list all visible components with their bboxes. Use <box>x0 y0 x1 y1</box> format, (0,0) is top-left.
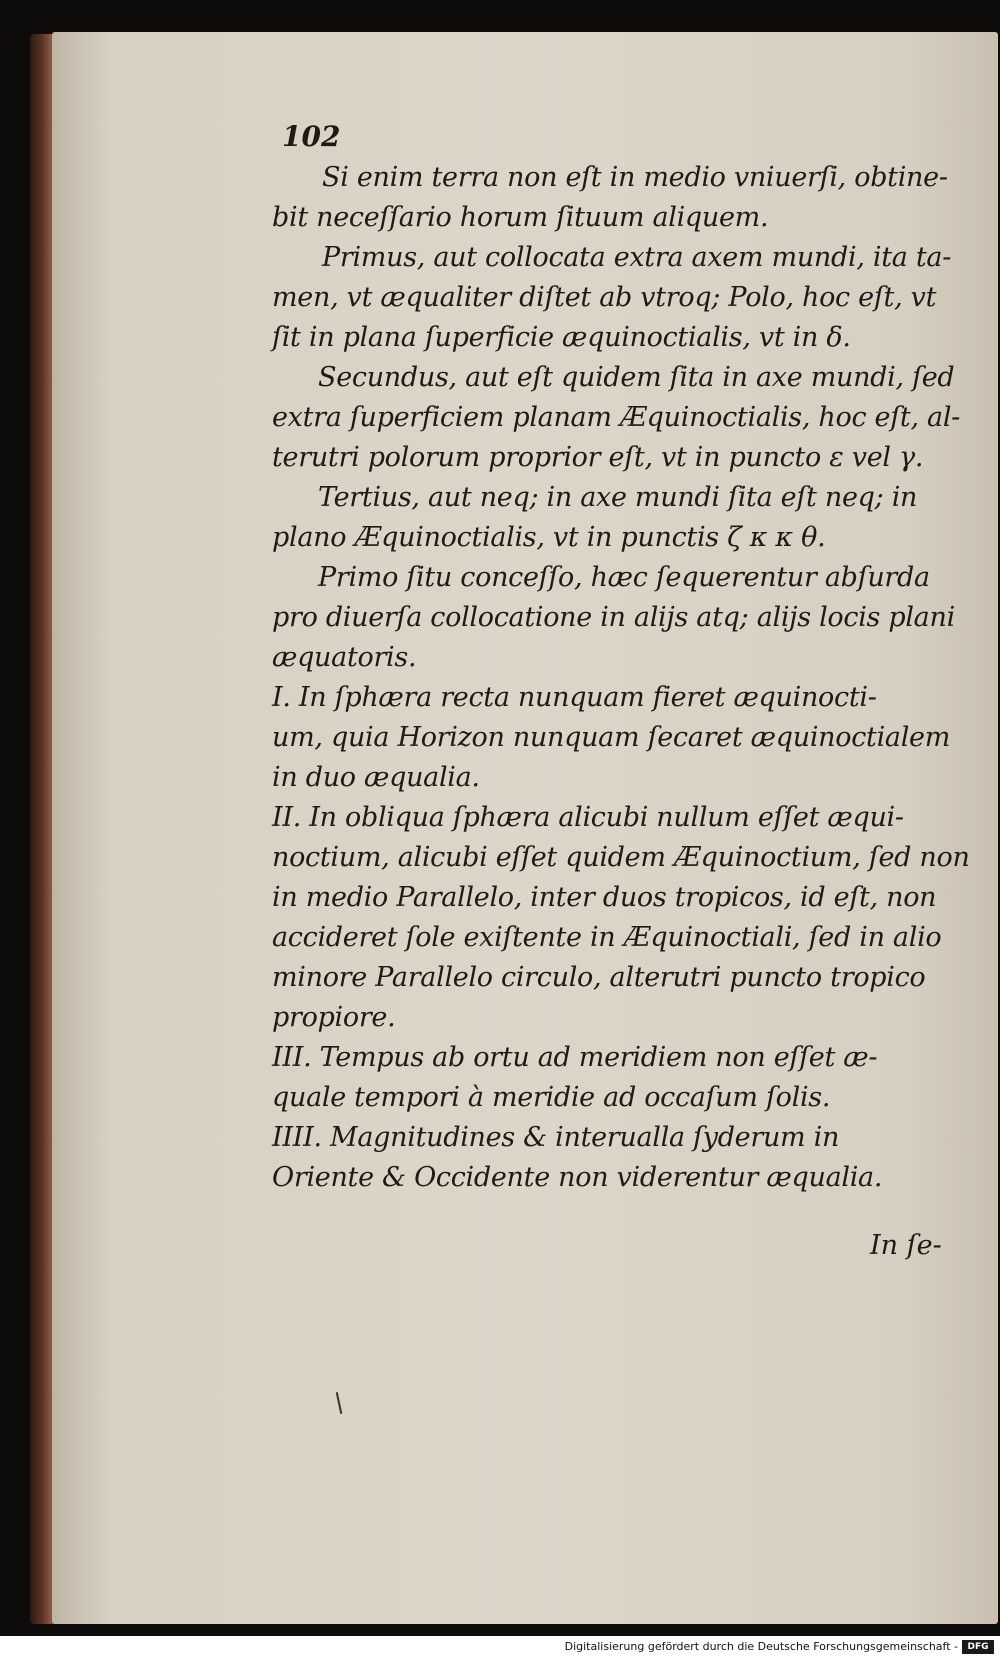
text-line: in duo æqualia. <box>272 762 480 793</box>
text-line: plano Æquinoctialis, vt in punctis ζ κ κ θ. <box>272 522 826 553</box>
text-line: ſit in plana ſuperficie æquinoctialis, vt in δ. <box>272 322 851 353</box>
text-line: accideret ſole exiſtente in Æquinoctiali, ſed in alio <box>272 922 942 953</box>
text-line: II. In obliqua ſphæra alicubi nullum eſſet æqui- <box>272 802 904 833</box>
footer-credit: Digitalisierung gefördert durch die Deutsche Forschungsgemeinschaft - <box>564 1640 958 1653</box>
text-line: um, quia Horizon nunquam ſecaret æquinoctialem <box>272 722 951 753</box>
text-line: IIII. Magnitudines & interualla ſyderum in <box>272 1122 840 1153</box>
text-line: Si enim terra non eſt in medio vniuerſi, obtine- <box>322 162 948 193</box>
text-line: extra ſuperficiem planam Æquinoctialis, hoc eſt, al- <box>272 402 960 433</box>
text-line: noctium, alicubi eſſet quidem Æquinoctium, ſed non <box>272 842 970 873</box>
text-line: Oriente & Occidente non viderentur æqualia. <box>272 1162 883 1193</box>
text-line: æquatoris. <box>272 642 417 673</box>
dfg-logo: DFG <box>962 1640 994 1654</box>
text-line: I. In ſphæra recta nunquam fieret æquinocti- <box>272 682 877 713</box>
catchword: In ſe- <box>870 1230 942 1261</box>
text-line: Tertius, aut neq; in axe mundi ſita eſt neq; in <box>318 482 918 513</box>
text-line: III. Tempus ab ortu ad meridiem non eſſet æ- <box>272 1042 878 1073</box>
page-number: 102 <box>282 120 341 153</box>
text-line: in medio Parallelo, inter duos tropicos, id eſt, non <box>272 882 937 913</box>
text-line: Primus, aut collocata extra axem mundi, ita ta- <box>322 242 952 273</box>
text-line: Primo ſitu conceſſo, hæc ſequerentur abſurda <box>318 562 930 593</box>
text-line: pro diuerſa collocatione in alijs atq; alijs locis plani <box>272 602 955 633</box>
text-line: quale tempori à meridie ad occaſum ſolis. <box>272 1082 831 1113</box>
text-line: Secundus, aut eſt quidem ſita in axe mundi, ſed <box>318 362 955 393</box>
text-line: propiore. <box>272 1002 396 1033</box>
text-line: bit neceſſario horum ſituum aliquem. <box>272 202 769 233</box>
text-line: men, vt æqualiter diſtet ab vtroq; Polo, hoc eſt, vt <box>272 282 937 313</box>
text-line: terutri polorum proprior eſt, vt in puncto ε vel γ. <box>272 442 924 473</box>
text-line: minore Parallelo circulo, alterutri puncto tropico <box>272 962 926 993</box>
